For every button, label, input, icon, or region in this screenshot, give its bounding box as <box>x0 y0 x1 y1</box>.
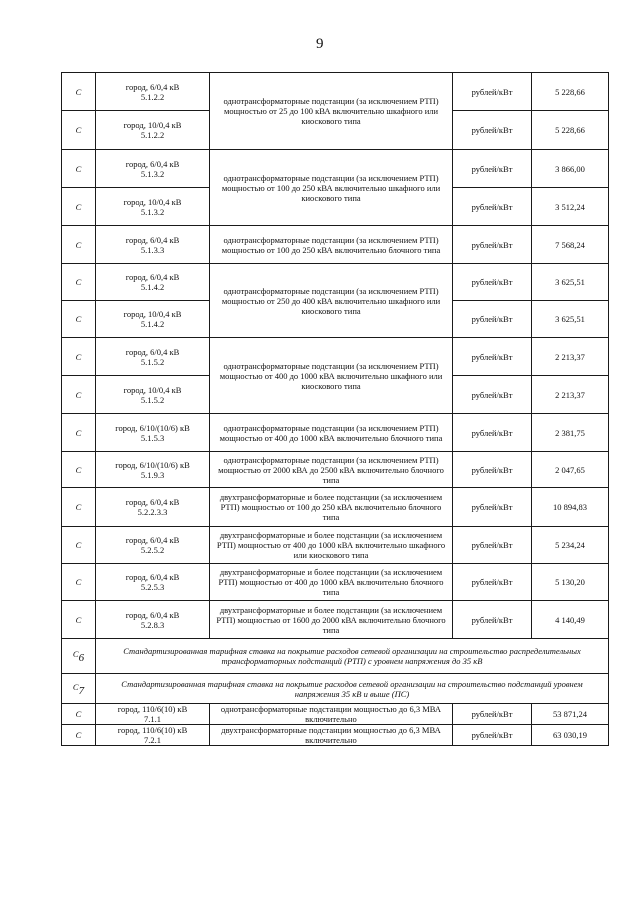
rate-code: C <box>62 226 96 264</box>
rate-code: C <box>62 414 96 452</box>
rate-code: C <box>62 452 96 488</box>
rate-code: C <box>62 376 96 414</box>
unit-cell: рублей/кВт <box>453 376 532 414</box>
area-number: 7.2.1 <box>144 735 161 745</box>
section-header-c7: Стандартизированная тарифная ставка на покрытие расходов сетевой организации на строительство подстанций уровнем напряжения 35 кВ и выше (ПС) <box>96 674 609 704</box>
rate-code: C <box>62 111 96 150</box>
value-cell: 2 047,65 <box>532 452 609 488</box>
unit-cell: рублей/кВт <box>453 725 532 746</box>
description-cell: однотрансформаторные подстанции (за исключением РТП) мощностью от 400 до 1000 кВА включительно блочного типа <box>210 414 453 452</box>
unit-cell: рублей/кВт <box>453 414 532 452</box>
value-cell: 3 512,24 <box>532 188 609 226</box>
unit-cell: рублей/кВт <box>453 73 532 111</box>
rate-code: C <box>62 488 96 527</box>
table-row <box>62 264 609 301</box>
unit-cell: рублей/кВт <box>453 226 532 264</box>
rate-code: C <box>62 601 96 639</box>
description-cell: двухтрансформаторные подстанции мощностью до 6,3 МВА включительно <box>210 725 453 746</box>
rate-code-subscript: 7 <box>78 684 85 697</box>
rate-code: C <box>62 301 96 338</box>
area-number: 5.1.5.2 <box>140 356 165 367</box>
description-cell: однотрансформаторные подстанции (за исключением РТП) мощностью от 250 до 400 кВА включительно шкафного или киоскового типа <box>210 264 453 338</box>
area-label: город, 6/10/(10/6) кВ <box>115 459 190 470</box>
table-row <box>62 725 609 746</box>
area-number: 5.1.3.3 <box>140 244 165 255</box>
value-cell: 10 894,83 <box>532 488 609 527</box>
rate-code: C <box>62 264 96 301</box>
area-number: 5.1.5.2 <box>140 394 165 405</box>
area-cell <box>96 150 210 188</box>
area-label: город, 6/0,4 кВ <box>125 497 180 507</box>
unit-cell: рублей/кВт <box>453 150 532 188</box>
area-cell <box>96 564 210 601</box>
description-cell: однотрансформаторные подстанции (за исключением РТП) мощностью от 400 до 1000 кВА включительно шкафного или киоскового типа <box>210 338 453 414</box>
value-cell: 5 228,66 <box>532 111 609 150</box>
description-cell: однотрансформаторные подстанции (за исключением РТП) мощностью от 100 до 250 кВА включительно шкафного или киоскового типа <box>210 150 453 226</box>
table-row <box>62 338 609 376</box>
value-cell: 63 030,19 <box>532 725 609 746</box>
area-number: 5.1.3.2 <box>140 168 165 179</box>
table-row <box>62 452 609 488</box>
table-row <box>62 414 609 452</box>
area-number: 5.1.2.2 <box>140 130 165 140</box>
description-cell: двухтрансформаторные и более подстанции (за исключением РТП) мощностью от 400 до 1000 кВА включительно шкафного или киоскового типа <box>210 527 453 564</box>
value-cell: 53 871,24 <box>532 704 609 725</box>
area-cell <box>96 414 210 452</box>
unit-cell: рублей/кВт <box>453 338 532 376</box>
area-label: город, 6/0,4 кВ <box>125 158 180 169</box>
table-row <box>62 73 609 111</box>
area-cell <box>96 704 210 725</box>
area-cell <box>96 301 210 338</box>
value-cell: 7 568,24 <box>532 226 609 264</box>
unit-cell: рублей/кВт <box>453 527 532 564</box>
area-cell <box>96 111 210 150</box>
unit-cell: рублей/кВт <box>453 111 532 150</box>
rate-code-subscript: 6 <box>78 652 85 664</box>
area-label: город, 6/0,4 кВ <box>125 535 180 545</box>
area-label: город, 110/6(10) кВ <box>117 725 188 735</box>
area-cell <box>96 725 210 746</box>
area-number: 5.1.2.2 <box>140 91 165 102</box>
area-label: город, 6/0,4 кВ <box>125 81 180 92</box>
description-cell: двухтрансформаторные и более подстанции (за исключением РТП) мощностью от 100 до 250 кВА включительно блочного типа <box>210 488 453 527</box>
table-row <box>62 488 609 527</box>
unit-cell: рублей/кВт <box>453 704 532 725</box>
area-label: город, 10/0,4 кВ <box>123 384 182 395</box>
tariff-table <box>61 72 609 746</box>
rate-code: C <box>62 704 96 725</box>
table-row <box>62 601 609 639</box>
area-number: 5.2.5.2 <box>140 545 165 555</box>
area-number: 7.1.1 <box>144 714 161 724</box>
area-label: город, 10/0,4 кВ <box>123 120 182 130</box>
area-cell <box>96 488 210 527</box>
area-number: 5.1.3.2 <box>140 206 165 217</box>
area-label: город, 10/0,4 кВ <box>123 309 182 319</box>
area-label: город, 6/0,4 кВ <box>125 346 180 357</box>
area-cell <box>96 264 210 301</box>
area-number: 5.1.4.2 <box>140 282 165 292</box>
rate-code-c7: C7 <box>62 674 96 704</box>
value-cell: 2 213,37 <box>532 376 609 414</box>
rate-code: C <box>62 527 96 564</box>
area-label: город, 6/0,4 кВ <box>125 572 180 582</box>
value-cell: 3 625,51 <box>532 301 609 338</box>
rate-code: C <box>62 564 96 601</box>
area-label: город, 110/6(10) кВ <box>117 704 188 714</box>
area-number: 5.1.5.3 <box>140 432 165 443</box>
description-cell: однотрансформаторные подстанции (за исключением РТП) мощностью от 2000 кВА до 2500 кВА включительно блочного типа <box>210 452 453 488</box>
area-number: 5.1.9.3 <box>140 469 165 480</box>
unit-cell: рублей/кВт <box>453 452 532 488</box>
area-label: город, 6/0,4 кВ <box>125 609 180 620</box>
table-row-c7 <box>62 674 609 704</box>
unit-cell: рублей/кВт <box>453 601 532 639</box>
rate-code: C <box>62 338 96 376</box>
rate-code-c6: C6 <box>62 639 96 674</box>
area-cell <box>96 338 210 376</box>
description-cell: двухтрансформаторные и более подстанции (за исключением РТП) мощностью от 1600 до 2000 кВА включительно блочного типа <box>210 601 453 639</box>
description-cell: однотрансформаторные подстанции (за исключением РТП) мощностью от 100 до 250 кВА включительно блочного типа <box>210 226 453 264</box>
description-cell: однотрансформаторные подстанции (за исключением РТП) мощностью от 25 до 100 кВА включительно шкафного или киоскового типа <box>210 73 453 150</box>
area-cell <box>96 452 210 488</box>
value-cell: 2 381,75 <box>532 414 609 452</box>
table-row <box>62 150 609 188</box>
area-cell <box>96 376 210 414</box>
table-row <box>62 527 609 564</box>
value-cell: 5 228,66 <box>532 73 609 111</box>
rate-code: C <box>62 73 96 111</box>
area-cell <box>96 601 210 639</box>
area-cell <box>96 73 210 111</box>
area-label: город, 6/10/(10/6) кВ <box>115 422 190 433</box>
page-number: 9 <box>316 36 324 52</box>
description-cell: однотрансформаторные подстанции мощностью до 6,3 МВА включительно <box>210 704 453 725</box>
unit-cell: рублей/кВт <box>453 488 532 527</box>
area-cell <box>96 188 210 226</box>
section-header-c6: Стандартизированная тарифная ставка на покрытие расходов сетевой организации на строительство распределительных трансформаторных подстанций (РТП) с уровнем напряжения до 35 кВ <box>96 639 609 674</box>
value-cell: 3 625,51 <box>532 264 609 301</box>
unit-cell: рублей/кВт <box>453 301 532 338</box>
description-cell: двухтрансформаторные и более подстанции (за исключением РТП) мощностью от 400 до 1000 кВА включительно блочного типа <box>210 564 453 601</box>
rate-code: C <box>62 725 96 746</box>
area-number: 5.2.5.3 <box>140 582 165 592</box>
value-cell: 2 213,37 <box>532 338 609 376</box>
area-cell <box>96 527 210 564</box>
area-label: город, 6/0,4 кВ <box>125 272 180 282</box>
table-row <box>62 704 609 725</box>
value-cell: 4 140,49 <box>532 601 609 639</box>
area-number: 5.2.8.3 <box>140 619 165 630</box>
value-cell: 3 866,00 <box>532 150 609 188</box>
unit-cell: рублей/кВт <box>453 564 532 601</box>
table-row <box>62 226 609 264</box>
area-number: 5.2.2.3.3 <box>137 507 168 517</box>
unit-cell: рублей/кВт <box>453 188 532 226</box>
rate-code: C <box>62 188 96 226</box>
unit-cell: рублей/кВт <box>453 264 532 301</box>
area-label: город, 10/0,4 кВ <box>123 196 182 207</box>
table-row <box>62 564 609 601</box>
table-row-c6 <box>62 639 609 674</box>
rate-code: C <box>62 150 96 188</box>
area-label: город, 6/0,4 кВ <box>125 234 180 245</box>
area-cell <box>96 226 210 264</box>
value-cell: 5 130,20 <box>532 564 609 601</box>
value-cell: 5 234,24 <box>532 527 609 564</box>
area-number: 5.1.4.2 <box>140 319 165 329</box>
